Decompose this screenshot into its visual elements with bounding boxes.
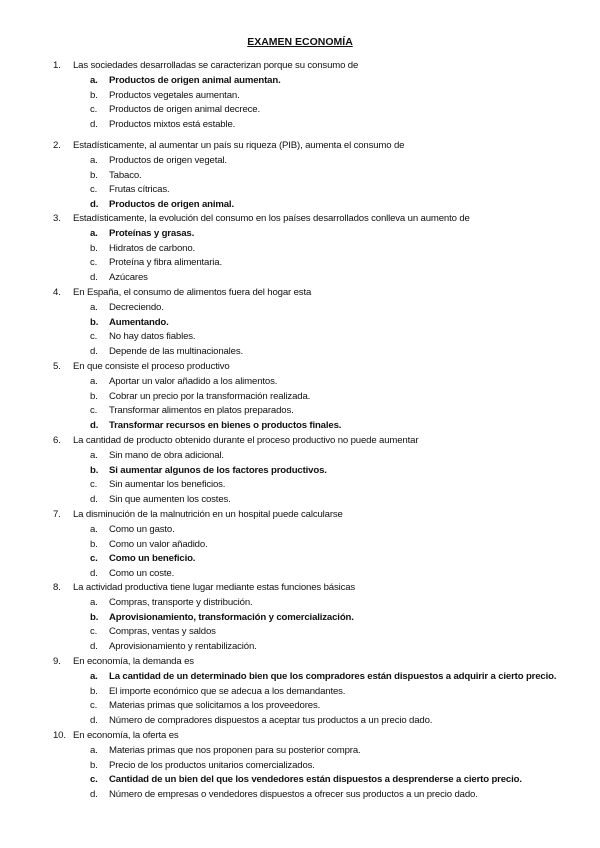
option-text-correct: Cantidad de un bien del que los vendedores están dispuestos a desprenderse a cierto precio. xyxy=(109,774,522,786)
option-letter: c. xyxy=(90,257,98,269)
option-text: Número de empresas o vendedores dispuestos a ofrecer sus productos a un precio dado. xyxy=(109,789,478,801)
question-number: 1. xyxy=(53,60,61,71)
question-number: 9. xyxy=(53,656,61,667)
option-text-correct: Aprovisionamiento, transformación y comercialización. xyxy=(109,611,354,623)
option-letter: d. xyxy=(90,568,98,580)
option-text: Sin que aumenten los costes. xyxy=(109,494,231,506)
option-letter: d. xyxy=(90,715,98,727)
option-text: Frutas cítricas. xyxy=(109,184,170,196)
option-text: Sin aumentar los beneficios. xyxy=(109,479,226,491)
option-text: Compras, transporte y distribución. xyxy=(109,596,253,608)
question-text: La actividad productiva tiene lugar mediante estas funciones básicas xyxy=(73,582,356,593)
option-letter: a. xyxy=(90,523,98,535)
option-letter: b. xyxy=(90,685,98,697)
question-number: 7. xyxy=(53,509,61,520)
option-text: Compras, ventas y saldos xyxy=(109,626,216,638)
option-letter: c. xyxy=(90,104,98,116)
option-letter: c. xyxy=(90,626,98,638)
option-letter: d. xyxy=(90,641,98,653)
option-letter: a. xyxy=(90,375,98,387)
option-text: Materias primas que nos proponen para su posterior compra. xyxy=(109,744,361,756)
option-text: Proteína y fibra alimentaria. xyxy=(109,257,222,269)
option-text: Materias primas que solicitamos a los proveedores. xyxy=(109,700,321,712)
option-letter: b. xyxy=(90,538,98,550)
option-letter: d. xyxy=(90,494,98,506)
option-text: Productos vegetales aumentan. xyxy=(109,89,240,101)
question-text: En España, el consumo de alimentos fuera del hogar esta xyxy=(73,287,312,298)
option-text: Como un coste. xyxy=(109,568,175,580)
question-number: 2. xyxy=(53,140,61,151)
option-letter: c. xyxy=(90,331,98,343)
option-letter: b. xyxy=(90,759,98,771)
option-letter: d. xyxy=(90,789,98,801)
option-text: Azúcares xyxy=(109,272,148,284)
option-text-correct: Proteínas y grasas. xyxy=(109,227,195,239)
question-text: La disminución de la malnutrición en un hospital puede calcularse xyxy=(73,509,343,520)
option-text: No hay datos fiables. xyxy=(109,331,196,343)
question-text: En economía, la oferta es xyxy=(73,730,179,741)
option-text-correct: Transformar recursos en bienes o productos finales. xyxy=(109,420,342,432)
question-number: 4. xyxy=(53,287,61,298)
option-text-correct: Productos de origen animal aumentan. xyxy=(109,74,281,86)
option-text: Decreciendo. xyxy=(109,301,164,313)
option-text-correct: Aumentando. xyxy=(109,316,169,328)
question-number: 5. xyxy=(53,361,61,372)
option-letter: b. xyxy=(90,169,98,181)
option-letter: d. xyxy=(90,272,98,284)
option-letter: a. xyxy=(90,596,98,608)
question-text: Las sociedades desarrolladas se caracterizan porque su consumo de xyxy=(73,60,359,71)
option-letter: a. xyxy=(90,154,98,166)
question-number: 3. xyxy=(53,213,61,224)
option-text: Depende de las multinacionales. xyxy=(109,346,244,358)
option-letter: a. xyxy=(90,74,98,86)
option-letter: a. xyxy=(90,449,98,461)
option-text: Hidratos de carbono. xyxy=(109,242,196,254)
option-letter: d. xyxy=(90,119,98,131)
option-letter: b. xyxy=(90,316,99,328)
question-number: 8. xyxy=(53,582,61,593)
option-letter: b. xyxy=(90,611,99,623)
option-letter: c. xyxy=(90,700,98,712)
option-text: Número de compradores dispuestos a aceptar tus productos a un precio dado. xyxy=(109,715,433,727)
question-text: Estadísticamente, al aumentar un país su riqueza (PIB), aumenta el consumo de xyxy=(73,140,405,151)
option-text: Productos de origen vegetal. xyxy=(109,154,227,166)
option-letter: b. xyxy=(90,390,98,402)
option-letter: d. xyxy=(90,199,99,211)
option-letter: c. xyxy=(90,184,98,196)
option-text: Tabaco. xyxy=(109,169,142,181)
option-text-correct: La cantidad de un determinado bien que los compradores están dispuestos a adquirir a cierto precio. xyxy=(109,670,557,682)
option-letter: c. xyxy=(90,774,98,786)
option-text: Transformar alimentos en platos preparados. xyxy=(109,405,294,417)
option-letter: a. xyxy=(90,670,98,682)
question-text: La cantidad de producto obtenido durante el proceso productivo no puede aumentar xyxy=(73,435,419,446)
option-text: Aprovisionamiento y rentabilización. xyxy=(109,641,257,653)
option-letter: a. xyxy=(90,744,98,756)
option-letter: b. xyxy=(90,89,98,101)
question-text: En que consiste el proceso productivo xyxy=(73,361,230,372)
option-letter: b. xyxy=(90,242,98,254)
option-letter: c. xyxy=(90,405,98,417)
option-text-correct: Productos de origen animal. xyxy=(109,199,234,211)
option-text: Aportar un valor añadido a los alimentos. xyxy=(109,375,278,387)
option-text: Como un gasto. xyxy=(109,523,175,535)
option-text: El importe económico que se adecua a los demandantes. xyxy=(109,685,346,697)
option-text: Productos de origen animal decrece. xyxy=(109,104,261,116)
option-text-correct: Si aumentar algunos de los factores productivos. xyxy=(109,464,327,476)
option-letter: c. xyxy=(90,479,98,491)
question-text: Estadísticamente, la evolución del consumo en los países desarrollados conlleva un aumento de xyxy=(73,213,470,224)
option-text: Como un valor añadido. xyxy=(109,538,208,550)
option-text: Precio de los productos unitarios comercializados. xyxy=(109,759,315,771)
option-letter: a. xyxy=(90,301,98,313)
option-text-correct: Como un beneficio. xyxy=(109,553,196,565)
option-text: Sin mano de obra adicional. xyxy=(109,449,224,461)
option-letter: d. xyxy=(90,420,99,432)
option-letter: c. xyxy=(90,553,98,565)
option-letter: d. xyxy=(90,346,98,358)
option-text: Productos mixtos está estable. xyxy=(109,119,236,131)
option-letter: a. xyxy=(90,227,98,239)
option-letter: b. xyxy=(90,464,99,476)
page-title: EXAMEN ECONOMÍA xyxy=(247,36,353,48)
question-number: 6. xyxy=(53,435,61,446)
option-text: Cobrar un precio por la transformación realizada. xyxy=(109,390,311,402)
question-text: En economía, la demanda es xyxy=(73,656,194,667)
question-number: 10. xyxy=(53,730,66,741)
